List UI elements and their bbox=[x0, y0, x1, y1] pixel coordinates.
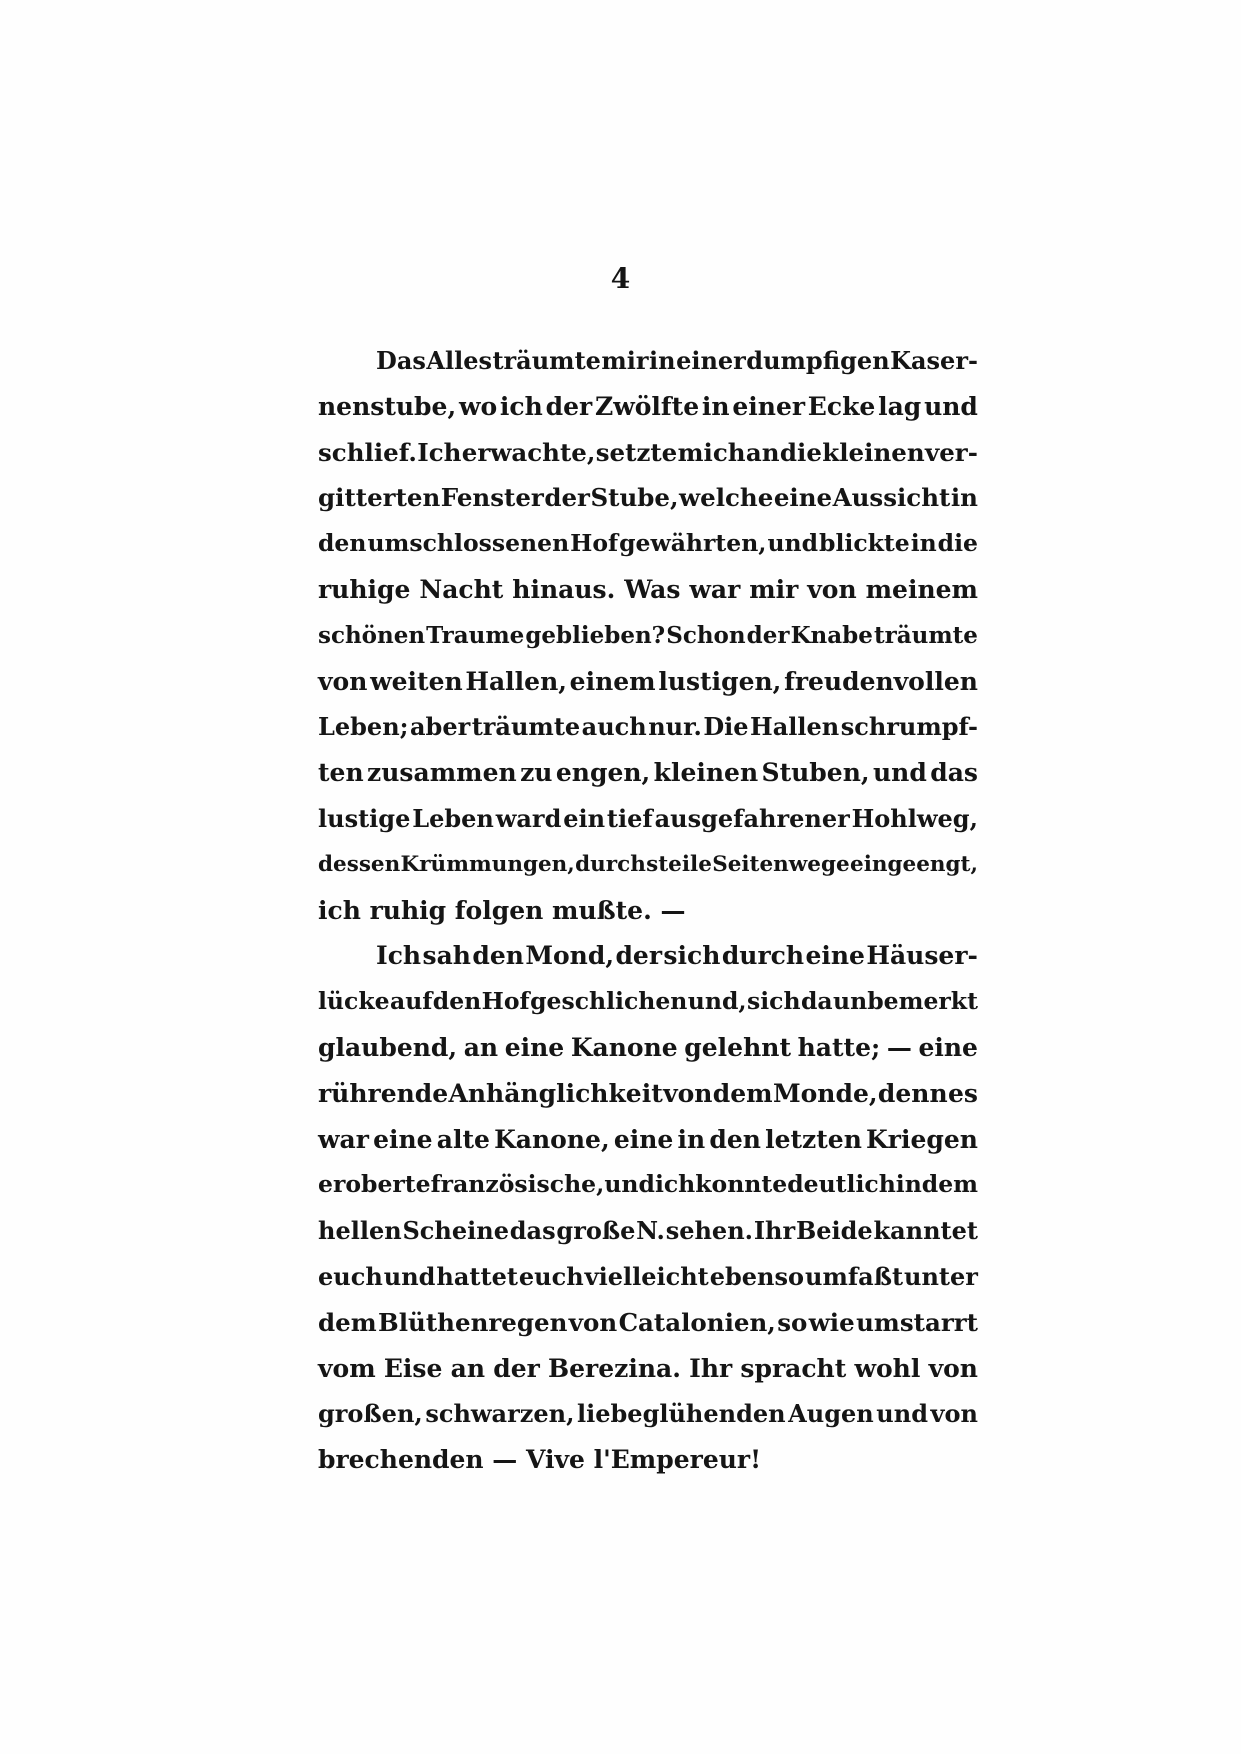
word: Monde, bbox=[772, 1078, 878, 1108]
word: steile bbox=[646, 851, 712, 877]
word: ich bbox=[499, 391, 543, 421]
word: schönen bbox=[318, 621, 426, 649]
word: Anhänglichkeit bbox=[448, 1078, 663, 1108]
line-text: ich ruhig folgen mußte. — bbox=[318, 895, 686, 925]
word: Kriegen bbox=[866, 1124, 978, 1154]
word: den bbox=[709, 1124, 761, 1154]
word: blickte bbox=[819, 529, 910, 558]
word: wo bbox=[458, 391, 498, 421]
word: geschlichen bbox=[530, 987, 688, 1016]
line-text bbox=[318, 1346, 978, 1392]
body-text bbox=[318, 338, 978, 1483]
text-line bbox=[318, 1025, 978, 1071]
word: der bbox=[544, 483, 590, 513]
text-line bbox=[318, 1254, 978, 1300]
line-text bbox=[318, 475, 978, 521]
word: liebeglühenden bbox=[577, 1399, 786, 1429]
text-line bbox=[318, 338, 978, 384]
word: Ecke bbox=[807, 391, 876, 421]
word: durch bbox=[721, 941, 805, 971]
word: in bbox=[950, 483, 978, 513]
word: Was bbox=[624, 574, 681, 604]
word: Scheine bbox=[402, 1216, 509, 1246]
word: Seitenwege bbox=[712, 851, 850, 877]
word: von bbox=[318, 666, 368, 696]
word: in bbox=[701, 391, 730, 421]
word: ich bbox=[654, 1170, 696, 1199]
line-text bbox=[318, 1071, 978, 1117]
word: eine bbox=[918, 1032, 978, 1062]
word: Eise bbox=[383, 1353, 443, 1383]
word: Hallen bbox=[750, 712, 840, 742]
word: Alles bbox=[426, 346, 492, 375]
word: von bbox=[930, 1399, 978, 1429]
word: eine bbox=[373, 1124, 433, 1154]
line-text bbox=[318, 750, 978, 796]
word: ver- bbox=[924, 437, 978, 467]
text-line bbox=[318, 704, 978, 750]
line-text bbox=[318, 842, 978, 888]
word: — bbox=[886, 1032, 912, 1062]
word: mir bbox=[749, 574, 799, 604]
word: an bbox=[463, 1032, 499, 1062]
word: und bbox=[767, 529, 819, 558]
word: rührende bbox=[318, 1078, 449, 1108]
word: schlief. bbox=[318, 437, 417, 467]
word: wie bbox=[808, 1307, 855, 1337]
text-line bbox=[318, 659, 978, 705]
text-line bbox=[318, 1117, 978, 1163]
word: und bbox=[924, 391, 978, 421]
word: da bbox=[800, 987, 833, 1016]
word: großen, bbox=[318, 1399, 423, 1429]
line-text bbox=[318, 1391, 978, 1437]
word: träumte bbox=[492, 346, 601, 375]
line-text bbox=[376, 933, 978, 979]
word: tief bbox=[606, 803, 653, 833]
word: dem bbox=[712, 1078, 773, 1108]
line-text bbox=[318, 1300, 978, 1346]
word: der bbox=[615, 941, 663, 971]
line-text bbox=[318, 796, 978, 842]
word: von bbox=[928, 1353, 978, 1383]
line-text bbox=[318, 659, 978, 705]
word: Catalonien, bbox=[618, 1307, 776, 1337]
text-line bbox=[318, 1071, 978, 1117]
word: glaubend, bbox=[318, 1032, 458, 1062]
word: sich bbox=[663, 941, 721, 971]
word: in bbox=[910, 529, 937, 558]
word: ein bbox=[563, 803, 606, 833]
word: Häuser- bbox=[866, 941, 978, 971]
word: spracht bbox=[740, 1353, 847, 1383]
word: ward bbox=[495, 803, 562, 833]
word: ebenso bbox=[709, 1261, 805, 1291]
word: war bbox=[318, 1124, 369, 1154]
text-line bbox=[318, 475, 978, 521]
word: kanntet bbox=[873, 1216, 978, 1246]
word: Ihr bbox=[753, 1216, 796, 1246]
word: kleinen bbox=[653, 758, 759, 788]
word: wohl bbox=[854, 1353, 921, 1383]
word: hatte; bbox=[797, 1032, 881, 1062]
word: N. bbox=[636, 1216, 665, 1246]
word: das bbox=[930, 758, 978, 788]
word: mir bbox=[601, 346, 649, 375]
text-line bbox=[318, 1437, 978, 1483]
word: träumte bbox=[873, 621, 978, 649]
line-text bbox=[318, 1254, 978, 1300]
word: Kaser- bbox=[890, 346, 978, 375]
word: gelehnt bbox=[684, 1032, 791, 1062]
word: Augen bbox=[788, 1399, 874, 1429]
word: sah bbox=[422, 941, 471, 971]
word: dessen bbox=[318, 851, 401, 877]
word: schwarzen, bbox=[425, 1399, 575, 1429]
line-text: brechenden — Vive l'Empereur! bbox=[318, 1445, 762, 1475]
word: Mond, bbox=[525, 941, 615, 971]
word: Blüthenregen bbox=[378, 1307, 568, 1337]
word: und, bbox=[687, 987, 747, 1016]
word: von bbox=[663, 1078, 713, 1108]
word: Das bbox=[376, 346, 426, 375]
word: der bbox=[493, 1353, 540, 1383]
word: Kanone bbox=[570, 1032, 678, 1062]
word: weiten bbox=[370, 666, 463, 696]
word: einer bbox=[732, 391, 806, 421]
word: denn bbox=[877, 1078, 948, 1108]
word: gewährten, bbox=[619, 529, 767, 558]
word: träumte bbox=[471, 712, 581, 742]
word: Die bbox=[703, 712, 749, 742]
word: einem bbox=[569, 666, 656, 696]
word: eroberte bbox=[318, 1170, 431, 1199]
word: mich bbox=[677, 437, 746, 467]
line-text bbox=[318, 979, 978, 1025]
word: Aussicht bbox=[832, 483, 951, 513]
word: und bbox=[876, 1399, 928, 1429]
text-line bbox=[318, 933, 978, 979]
line-text bbox=[318, 384, 978, 430]
word: dem bbox=[318, 1307, 377, 1337]
word: zusammen bbox=[367, 758, 517, 788]
word: große bbox=[556, 1216, 636, 1246]
line-text bbox=[318, 521, 978, 567]
word: auf bbox=[389, 987, 433, 1016]
line-text bbox=[318, 430, 978, 476]
word: eine bbox=[773, 483, 833, 513]
word: an bbox=[450, 1353, 486, 1383]
word: Krümmungen, bbox=[400, 851, 575, 877]
word: der bbox=[746, 621, 790, 649]
word: hinaus. bbox=[512, 574, 616, 604]
word: Stube, bbox=[590, 483, 679, 513]
text-line bbox=[318, 979, 978, 1025]
word: es bbox=[947, 1078, 978, 1108]
word: Ihr bbox=[689, 1353, 733, 1383]
word: unbemerkt bbox=[833, 987, 978, 1016]
word: Fenster bbox=[440, 483, 544, 513]
page-number: 4 bbox=[610, 262, 631, 295]
word: Schon bbox=[666, 621, 746, 649]
text-line bbox=[318, 567, 978, 613]
word: erwachte, bbox=[461, 437, 596, 467]
word: und bbox=[383, 1261, 436, 1291]
word: ten bbox=[318, 758, 364, 788]
text-line bbox=[318, 1391, 978, 1437]
text-line bbox=[318, 1346, 978, 1392]
word: Knabe bbox=[790, 621, 873, 649]
word: euch bbox=[518, 1261, 584, 1291]
line-text bbox=[318, 613, 978, 659]
word: ausgefahrener bbox=[654, 803, 850, 833]
word: von bbox=[807, 574, 857, 604]
word: so bbox=[777, 1307, 808, 1337]
word: war bbox=[689, 574, 741, 604]
word: in bbox=[649, 346, 676, 375]
word: Beide bbox=[795, 1216, 873, 1246]
text-line bbox=[318, 888, 978, 934]
word: von bbox=[568, 1307, 618, 1337]
word: die bbox=[779, 437, 822, 467]
word: Hohlweg, bbox=[851, 803, 978, 833]
word: auch bbox=[581, 712, 647, 742]
word: umstarrt bbox=[856, 1307, 978, 1337]
text-line bbox=[318, 521, 978, 567]
word: vom bbox=[318, 1353, 376, 1383]
word: welche bbox=[679, 483, 774, 513]
word: an bbox=[745, 437, 780, 467]
text-line bbox=[318, 796, 978, 842]
word: Zwölfte bbox=[594, 391, 700, 421]
word: konnte bbox=[695, 1170, 788, 1199]
word: Ich bbox=[417, 437, 462, 467]
word: geblieben? bbox=[525, 621, 666, 649]
text-line bbox=[318, 613, 978, 659]
word: meinem bbox=[865, 574, 978, 604]
word: deutlich bbox=[787, 1170, 896, 1199]
word: nenstube, bbox=[318, 391, 457, 421]
word: in bbox=[677, 1124, 706, 1154]
word: Leben; bbox=[318, 712, 409, 742]
line-text bbox=[318, 1162, 978, 1208]
line-text bbox=[376, 338, 978, 384]
word: und bbox=[604, 1170, 655, 1199]
line-text bbox=[318, 1208, 978, 1254]
word: Hallen, bbox=[465, 666, 567, 696]
text-line bbox=[318, 842, 978, 888]
text-line bbox=[318, 750, 978, 796]
text-line bbox=[318, 430, 978, 476]
word: setzte bbox=[595, 437, 678, 467]
text-line bbox=[318, 1162, 978, 1208]
word: der bbox=[545, 391, 593, 421]
word: in bbox=[895, 1170, 922, 1199]
word: die bbox=[937, 529, 978, 558]
word: dumpfigen bbox=[746, 346, 890, 375]
word: französische, bbox=[430, 1170, 605, 1199]
text-line bbox=[318, 1208, 978, 1254]
word: eine bbox=[613, 1124, 674, 1154]
line-text bbox=[318, 704, 978, 750]
word: engen, bbox=[555, 758, 651, 788]
line-text bbox=[318, 1117, 978, 1163]
word: kleinen bbox=[822, 437, 925, 467]
word: Traume bbox=[426, 621, 525, 649]
word: hattet bbox=[436, 1261, 518, 1291]
word: eine bbox=[805, 941, 865, 971]
text-line bbox=[318, 1300, 978, 1346]
word: nur. bbox=[648, 712, 702, 742]
word: Hof bbox=[481, 987, 530, 1016]
word: sich bbox=[746, 987, 801, 1016]
word: Berezina. bbox=[548, 1353, 681, 1383]
text-line bbox=[318, 384, 978, 430]
word: Nacht bbox=[419, 574, 504, 604]
word: sehen. bbox=[665, 1216, 754, 1246]
word: euch bbox=[318, 1261, 383, 1291]
word: den bbox=[472, 941, 524, 971]
line-text bbox=[318, 1025, 978, 1071]
word: gitterten bbox=[318, 483, 441, 513]
word: eine bbox=[504, 1032, 565, 1062]
word: eingeengt, bbox=[850, 851, 978, 877]
word: Ich bbox=[376, 941, 422, 971]
word: hellen bbox=[318, 1216, 402, 1246]
word: lücke bbox=[318, 987, 390, 1016]
word: unter bbox=[904, 1261, 978, 1291]
word: das bbox=[509, 1216, 556, 1246]
word: schrumpf- bbox=[840, 712, 978, 742]
word: alte bbox=[436, 1124, 490, 1154]
line-text bbox=[318, 567, 978, 613]
word: zu bbox=[520, 758, 553, 788]
word: durch bbox=[575, 851, 646, 877]
word: dem bbox=[921, 1170, 979, 1199]
word: den bbox=[318, 529, 367, 558]
word: umschlossenen bbox=[367, 529, 570, 558]
word: lustigen, bbox=[658, 666, 782, 696]
word: Kanone, bbox=[494, 1124, 610, 1154]
word: lustige bbox=[318, 803, 411, 833]
word: freudenvollen bbox=[784, 666, 978, 696]
word: ruhige bbox=[318, 574, 411, 604]
word: letzten bbox=[765, 1124, 862, 1154]
word: vielleicht bbox=[584, 1261, 709, 1291]
word: aber bbox=[409, 712, 471, 742]
word: Hof bbox=[570, 529, 619, 558]
word: lag bbox=[878, 391, 922, 421]
word: und bbox=[872, 758, 927, 788]
word: Leben bbox=[412, 803, 494, 833]
word: einer bbox=[676, 346, 746, 375]
word: Stuben, bbox=[761, 758, 870, 788]
word: den bbox=[432, 987, 482, 1016]
word: umfaßt bbox=[805, 1261, 904, 1291]
